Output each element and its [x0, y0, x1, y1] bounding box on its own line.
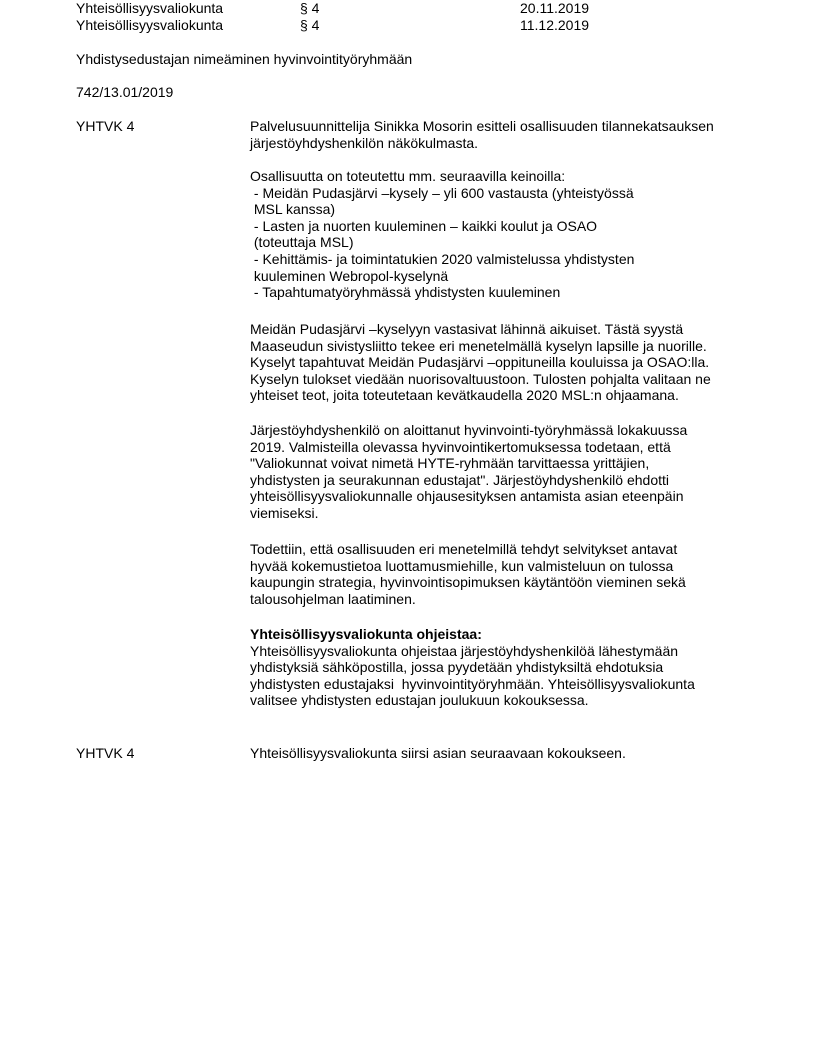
text-line: yhteisöllisyysvaliokunnalle ohjausesityksen antamista asian eteenpäin	[250, 488, 684, 505]
paragraph-conclusion	[250, 541, 686, 607]
text-line: Järjestöyhdyshenkilö on aloittanut hyvinvointi-työryhmässä lokakuussa	[250, 422, 688, 438]
text-line: Maaseudun sivistysliitto tekee eri menetelmällä kyselyn lapsille ja nuorille.	[250, 337, 707, 354]
text-line: Yhteisöllisyysvaliokunta ohjeistaa järjestöyhdyshenkilöä lähestymään	[250, 642, 679, 659]
text-line: Kyselyt tapahtuvat Meidän Pudasjärvi –oppituneilla kouluissa ja OSAO:lla.	[250, 354, 710, 371]
text-line: hyvää kokemustietoa luottamusmiehille, kun valmisteluun on tulossa	[250, 557, 674, 574]
header-body-name: Yhteisöllisyysvaliokunta	[76, 17, 224, 33]
text-line: yhdistysten edustajaksi hyvinvointityöryhmään. Yhteisöllisyysvaliokunta	[250, 675, 695, 692]
list-item: - Kehittämis- ja toimintatukien 2020 valmistelussa yhdistysten	[250, 250, 635, 267]
paragraph-presentation	[250, 118, 714, 151]
text-line: Todettiin, että osallisuuden eri menetelmillä tehdyt selvitykset antavat	[250, 541, 678, 557]
decision-text: Yhteisöllisyysvaliokunta siirsi asian seuraavaan kokoukseen.	[250, 745, 626, 761]
text-line: talousohjelman laatiminen.	[250, 590, 416, 607]
text-line: Osallisuutta on toteutettu mm. seuraavilla keinoilla:	[250, 168, 566, 184]
paragraph-wellbeing-group	[250, 422, 687, 522]
list-item: MSL kanssa)	[250, 201, 336, 218]
header-meeting-date: 20.11.2019	[520, 0, 590, 16]
list-item: - Meidän Pudasjärvi –kysely – yli 600 vastausta (yhteistyössä	[250, 184, 634, 201]
item-code: YHTVK 4	[76, 745, 135, 761]
text-line: Kyselyn tulokset viedään nuorisovaltuustoon. Tulosten pohjalta valitaan ne	[250, 370, 711, 387]
list-item: (toteuttaja MSL)	[250, 234, 354, 251]
proposal-heading: Yhteisöllisyysvaliokunta ohjeistaa:	[250, 626, 482, 642]
list-item: - Lasten ja nuorten kuuleminen – kaikki koulut ja OSAO	[250, 217, 598, 234]
item-code: YHTVK 4	[76, 118, 135, 134]
text-line: "Valiokunnat voivat nimetä HYTE-ryhmään tarvittaessa yrittäjien,	[250, 455, 650, 472]
text-line: yhdistyksiä sähköpostilla, jossa pyydetään yhdistyksiltä ehdotuksia	[250, 659, 664, 676]
text-line: 2019. Valmisteilla olevassa hyvinvointikertomuksessa todetaan, että	[250, 438, 671, 455]
document-title: Yhdistysedustajan nimeäminen hyvinvointityöryhmään	[76, 51, 413, 67]
list-item: kuuleminen Webropol-kyselynä	[250, 267, 449, 284]
text-line: yhdistysten ja seurakunnan edustajat". Järjestöyhdyshenkilö ehdotti	[250, 471, 670, 488]
text-line: valitsee yhdistysten edustajan joulukuun kokouksessa.	[250, 692, 589, 709]
header-body-name: Yhteisöllisyysvaliokunta	[76, 0, 224, 16]
text-line: järjestöyhdyshenkilön näkökulmasta.	[250, 134, 479, 151]
text-line: Meidän Pudasjärvi –kyselyyn vastasivat lähinnä aikuiset. Tästä syystä	[250, 321, 684, 337]
text-line: yhteiset teot, joita toteutetaan kevätkaudella 2020 MSL:n ohjaamana.	[250, 387, 679, 404]
text-line: viemiseksi.	[250, 504, 319, 521]
list-item: - Tapahtumatyöryhmässä yhdistysten kuuleminen	[250, 284, 561, 301]
paragraph-participation-methods	[250, 168, 634, 301]
record-number: 742/13.01/2019	[76, 84, 174, 100]
text-line: kaupungin strategia, hyvinvointisopimuksen käytäntöön vieminen sekä	[250, 574, 686, 591]
header-section-number: § 4	[300, 0, 320, 16]
paragraph-survey	[250, 321, 711, 404]
text-line: Palvelusuunnittelija Sinikka Mosorin esitteli osallisuuden tilannekatsauksen	[250, 118, 714, 134]
header-meeting-date: 11.12.2019	[520, 17, 590, 33]
header-section-number: § 4	[300, 17, 320, 33]
paragraph-proposal	[250, 626, 695, 709]
